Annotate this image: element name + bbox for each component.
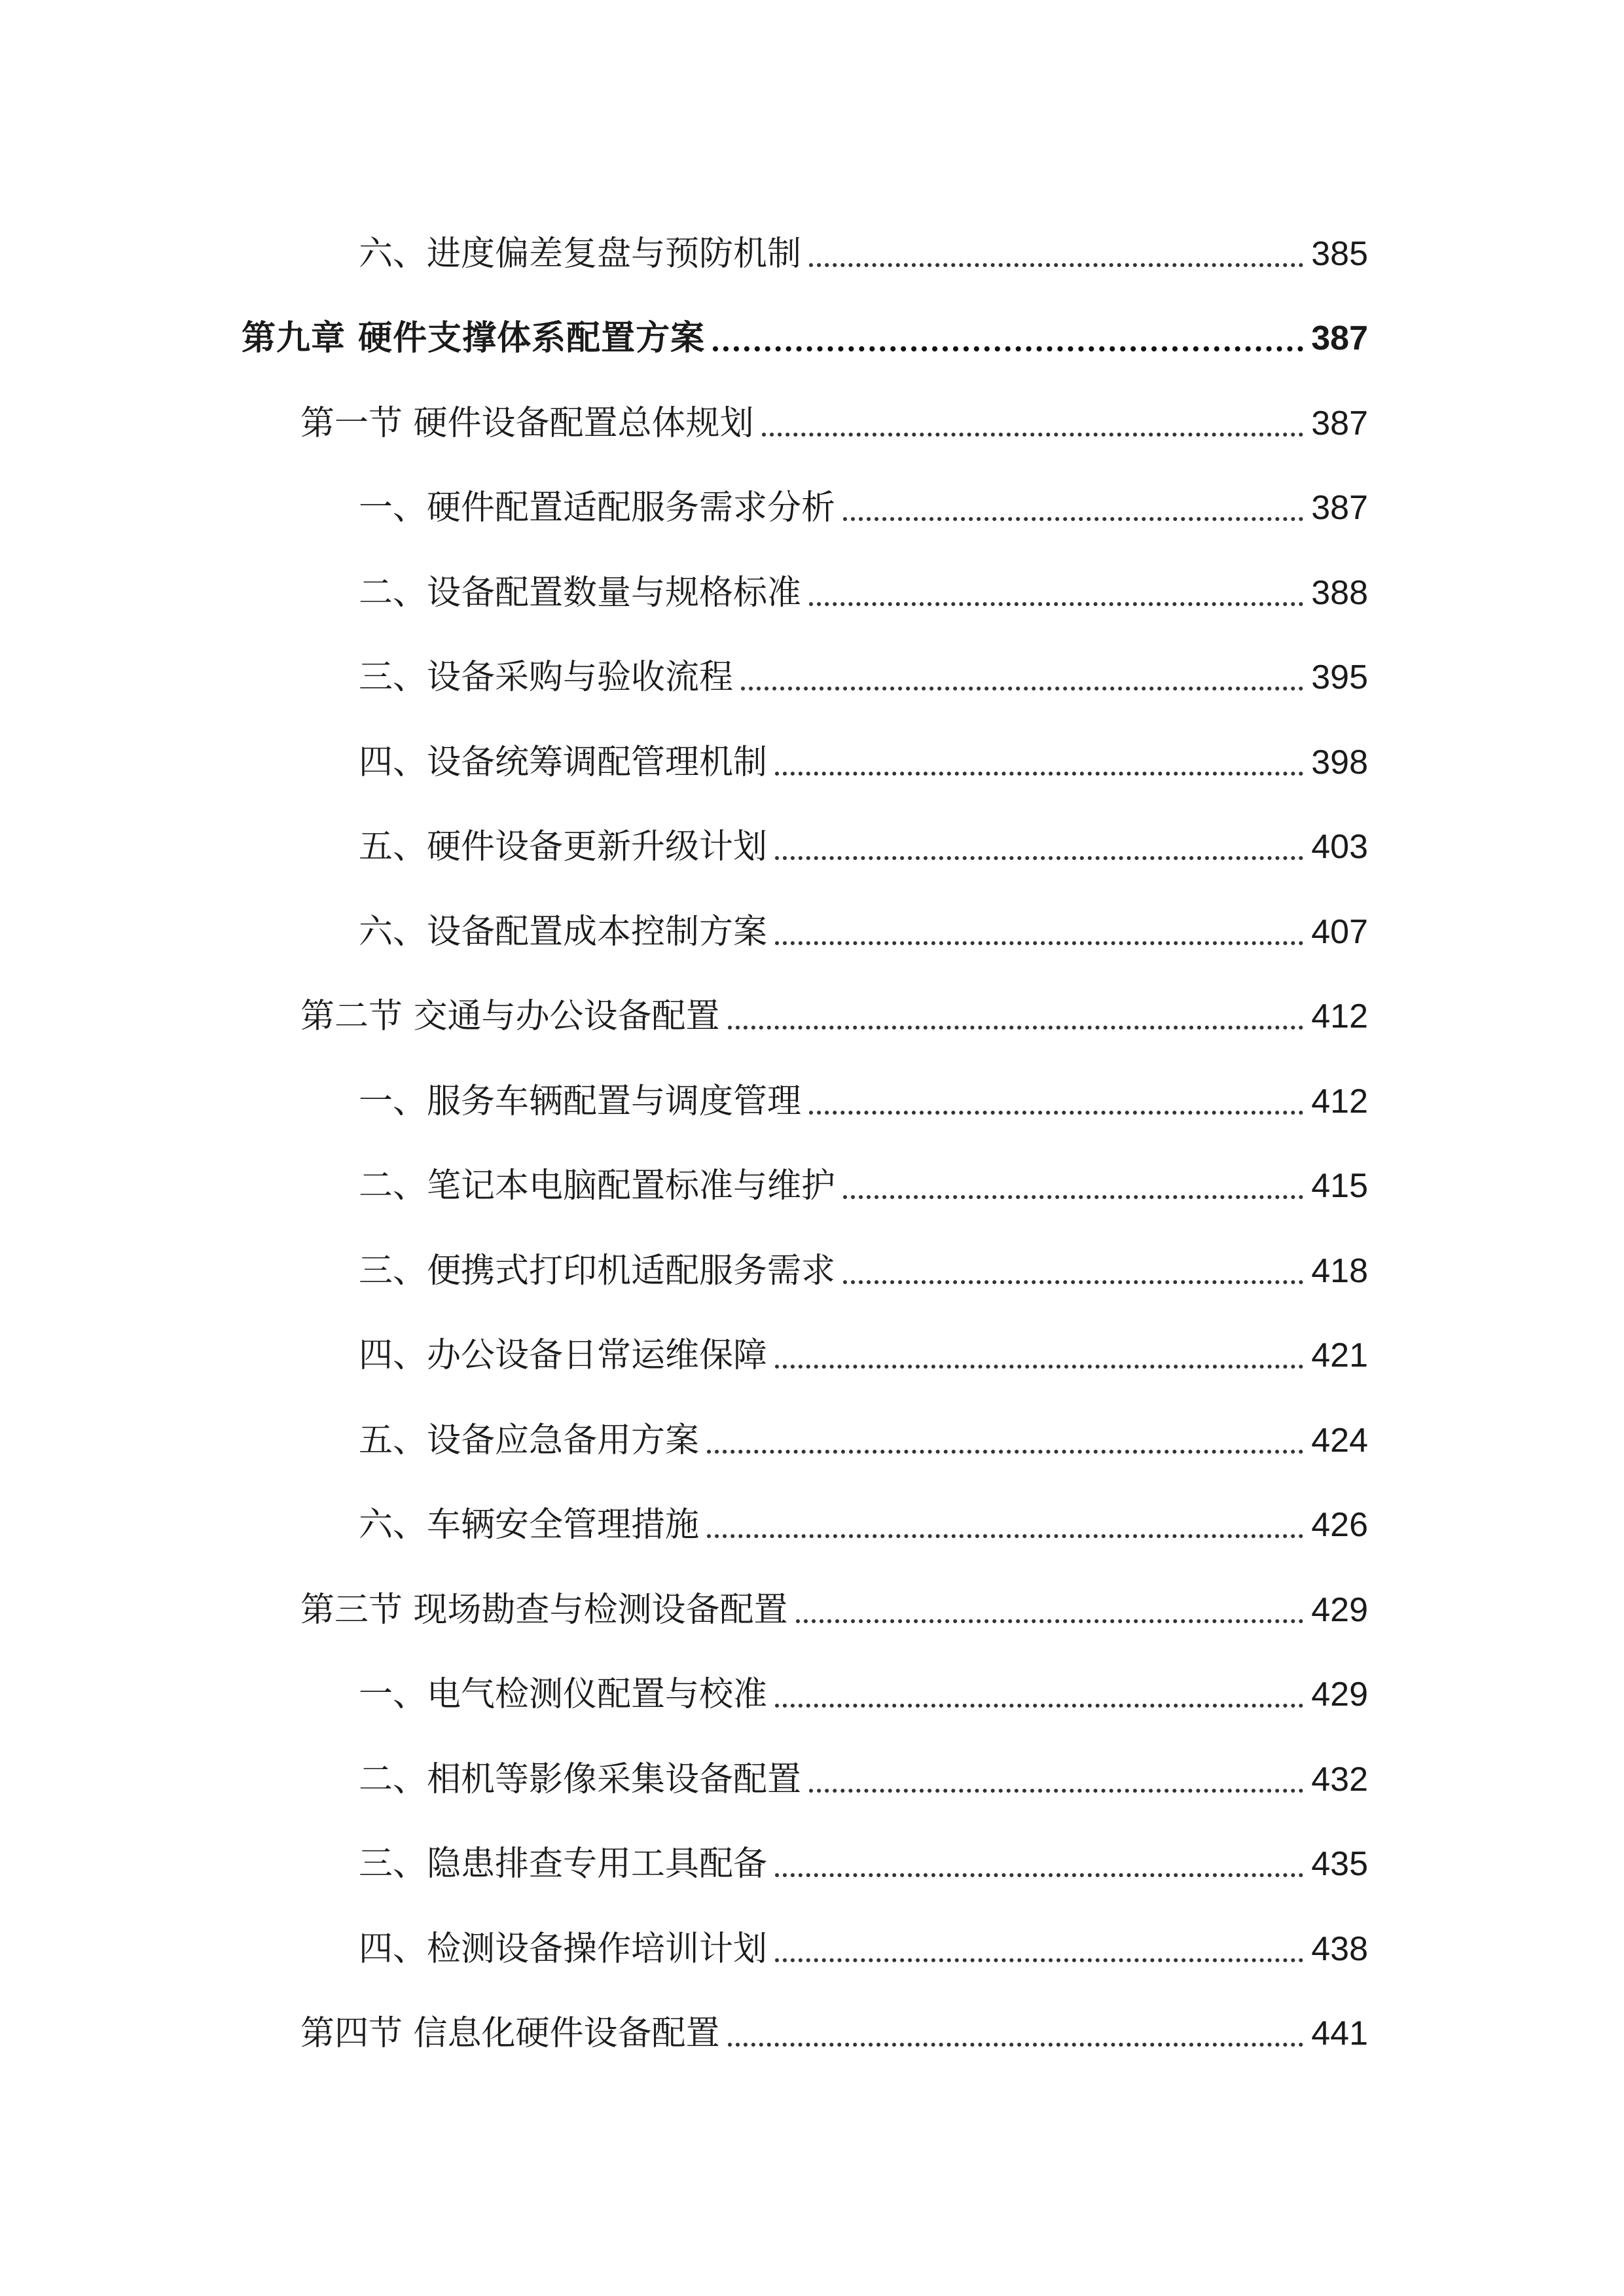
toc-entry-page-number: 387 xyxy=(1311,319,1368,357)
toc-entry-title: 一、电气检测仪配置与校准 xyxy=(359,1675,768,1714)
dot-leader xyxy=(707,1450,1303,1454)
toc-entry-page-number: 412 xyxy=(1311,997,1368,1035)
toc-entry-section[interactable] xyxy=(0,375,1624,443)
dot-leader xyxy=(775,1365,1303,1369)
toc-entry-page-number: 398 xyxy=(1311,744,1368,781)
toc-entry-title: 一、服务车辆配置与调度管理 xyxy=(359,1082,802,1121)
dot-leader xyxy=(809,1111,1303,1115)
toc-entry-title: 二、笔记本电脑配置标准与维护 xyxy=(359,1166,836,1206)
toc-entry-item[interactable] xyxy=(0,1053,1624,1119)
toc-entry-title: 六、进度偏差复盘与预防机制 xyxy=(359,234,802,274)
toc-entry-title: 三、隐患排查专用工具配备 xyxy=(359,1844,768,1884)
dot-leader xyxy=(741,687,1303,691)
toc-entry-page-number: 415 xyxy=(1311,1167,1368,1205)
toc-entry-title: 第三节 现场勘查与检测设备配置 xyxy=(300,1590,788,1630)
toc-entry-page-number: 412 xyxy=(1311,1083,1368,1121)
toc-entry-page-number: 403 xyxy=(1311,828,1368,866)
toc-entry-page-number: 418 xyxy=(1311,1252,1368,1290)
dot-leader xyxy=(843,1280,1303,1284)
dot-leader xyxy=(775,1704,1303,1708)
toc-entry-chapter[interactable] xyxy=(0,290,1624,358)
toc-entry-item[interactable] xyxy=(0,1138,1624,1206)
toc-entry-page-number: 387 xyxy=(1311,489,1368,527)
toc-entry-title: 第二节 交通与办公设备配置 xyxy=(300,997,720,1036)
dot-leader xyxy=(775,941,1303,945)
dot-leader xyxy=(762,433,1304,437)
toc-entry-title: 五、硬件设备更新升级计划 xyxy=(359,827,768,867)
toc-entry-page-number: 387 xyxy=(1311,404,1368,442)
toc-entry-item[interactable] xyxy=(0,545,1624,613)
toc-entry-title: 第一节 硬件设备配置总体规划 xyxy=(300,404,754,443)
dot-leader xyxy=(775,772,1303,776)
toc-entry-item[interactable] xyxy=(0,798,1624,867)
toc-entry-page-number: 421 xyxy=(1311,1336,1368,1374)
dot-leader xyxy=(728,1026,1304,1030)
dot-leader xyxy=(775,1958,1303,1962)
dot-leader xyxy=(809,1789,1303,1793)
toc-entry-title: 三、设备采购与验收流程 xyxy=(359,658,734,697)
toc-entry-title: 一、硬件配置适配服务需求分析 xyxy=(359,488,836,528)
toc-entry-item[interactable] xyxy=(0,714,1624,780)
toc-entry-page-number: 429 xyxy=(1311,1676,1368,1713)
toc-entry-title: 四、设备统筹调配管理机制 xyxy=(359,743,768,782)
toc-entry-title: 第九章 硬件支撑体系配置方案 xyxy=(242,319,706,358)
toc-entry-title: 第四节 信息化硬件设备配置 xyxy=(300,2014,720,2053)
toc-entry-page-number: 407 xyxy=(1311,913,1368,951)
toc-entry-section[interactable] xyxy=(0,1985,1624,2051)
toc-entry-item[interactable] xyxy=(0,1223,1624,1291)
toc-entry-page-number: 388 xyxy=(1311,574,1368,612)
dot-leader xyxy=(809,602,1303,606)
toc-entry-item[interactable] xyxy=(0,1646,1624,1712)
toc-entry-page-number: 429 xyxy=(1311,1591,1368,1629)
toc-entry-item[interactable] xyxy=(0,1477,1624,1545)
dot-leader xyxy=(843,517,1303,521)
dot-leader xyxy=(843,1195,1303,1199)
toc-entry-item[interactable] xyxy=(0,206,1624,274)
toc-entry-item[interactable] xyxy=(0,1307,1624,1375)
dot-leader xyxy=(707,1534,1303,1538)
toc-entry-item[interactable] xyxy=(0,1816,1624,1884)
toc-entry-page-number: 426 xyxy=(1311,1506,1368,1544)
toc-entry-item[interactable] xyxy=(0,1901,1624,1969)
toc-entry-title: 四、检测设备操作培训计划 xyxy=(359,1929,768,1969)
toc-entry-section[interactable] xyxy=(0,1562,1624,1630)
toc-entry-title: 二、设备配置数量与规格标准 xyxy=(359,573,802,613)
dot-leader xyxy=(775,1873,1303,1877)
toc-entry-page-number: 438 xyxy=(1311,1930,1368,1968)
dot-leader xyxy=(728,2043,1304,2047)
toc-entry-item[interactable] xyxy=(0,1731,1624,1797)
toc-entry-title: 五、设备应急备用方案 xyxy=(359,1421,700,1460)
toc-entry-title: 二、相机等影像采集设备配置 xyxy=(359,1760,802,1799)
toc-entry-item[interactable] xyxy=(0,629,1624,697)
dot-leader xyxy=(809,263,1303,267)
toc-entry-page-number: 432 xyxy=(1311,1761,1368,1799)
toc-entry-section[interactable] xyxy=(0,968,1624,1036)
dot-leader xyxy=(775,856,1303,860)
toc-entry-page-number: 395 xyxy=(1311,658,1368,696)
toc-entry-page-number: 435 xyxy=(1311,1845,1368,1883)
toc-entry-title: 六、车辆安全管理措施 xyxy=(359,1505,700,1545)
dot-leader xyxy=(796,1619,1304,1623)
dot-leader xyxy=(713,346,1303,351)
toc-entry-page-number: 385 xyxy=(1311,235,1368,273)
toc-entry-title: 四、办公设备日常运维保障 xyxy=(359,1336,768,1375)
toc-entry-page-number: 424 xyxy=(1311,1422,1368,1460)
toc-entry-title: 三、便携式打印机适配服务需求 xyxy=(359,1251,836,1291)
toc-entry-page-number: 441 xyxy=(1311,2015,1368,2053)
toc-entry-item[interactable] xyxy=(0,459,1624,528)
toc-entry-title: 六、设备配置成本控制方案 xyxy=(359,912,768,952)
toc-entry-item[interactable] xyxy=(0,1392,1624,1458)
toc-entry-item[interactable] xyxy=(0,884,1624,952)
